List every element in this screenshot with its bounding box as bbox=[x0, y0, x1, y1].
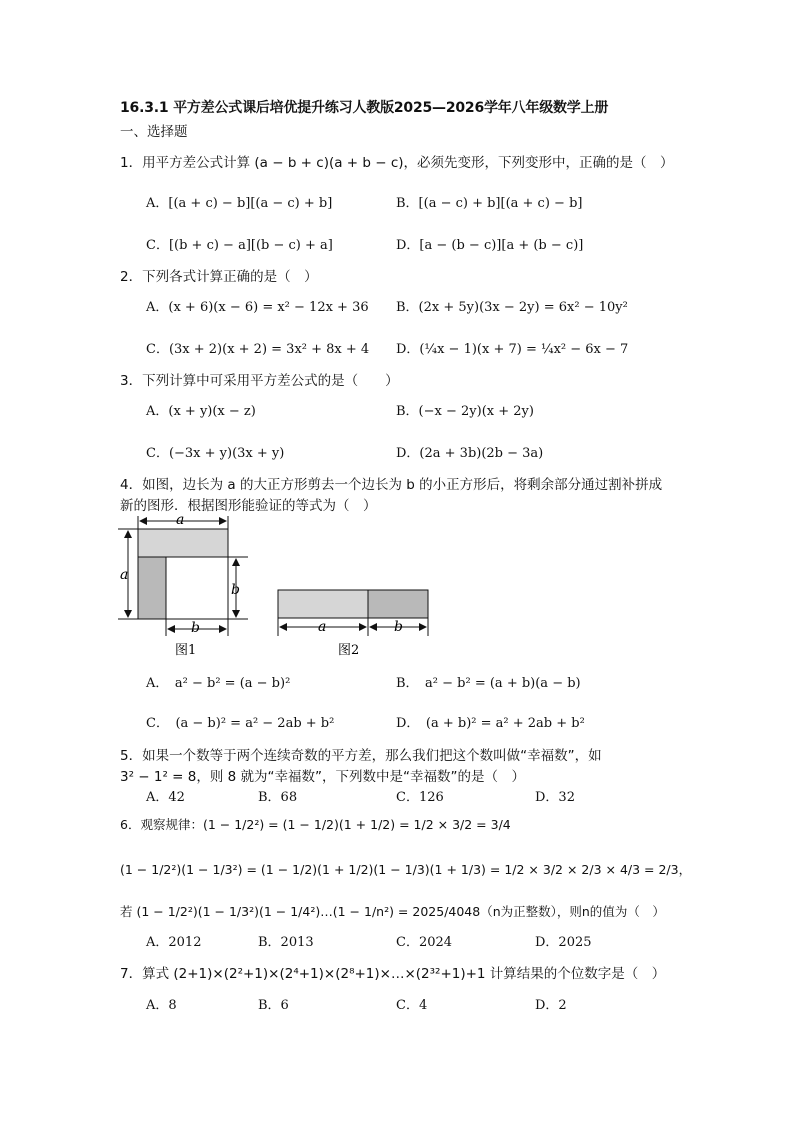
question-5-option-a: A．42 bbox=[146, 790, 185, 805]
question-1-stem: 1．用平方差公式计算 (a − b + c)(a + b − c)，必须先变形，下列变形中，正确的是（ ） bbox=[120, 155, 674, 171]
question-2-option-a: A．(x + 6)(x − 6) = x² − 12x + 36 bbox=[146, 300, 369, 315]
question-1-option-d: D．[a − (b − c)][a + (b − c)] bbox=[396, 238, 584, 253]
question-4-figure bbox=[118, 508, 438, 668]
question-5-stem-line-2: 3² − 1² = 8，则 8 就为“幸福数”，下列数中是“幸福数”的是（ ） bbox=[120, 769, 526, 785]
fig2-caption: 图2 bbox=[338, 643, 360, 658]
question-7-option-c: C．4 bbox=[396, 998, 428, 1013]
question-7-stem: 7．算式 (2+1)×(2²+1)×(2⁴+1)×(2⁸+1)×…×(2³²+1)+1 计算结果的个位数字是（ ） bbox=[120, 966, 666, 982]
fig1-removed-square bbox=[166, 557, 228, 619]
question-2-option-d: D．(¼x − 1)(x + 7) = ¼x² − 6x − 7 bbox=[396, 342, 629, 357]
question-3-option-a: A．(x + y)(x − z) bbox=[146, 404, 256, 419]
question-3-stem: 3．下列计算中可采用平方差公式的是（ ） bbox=[120, 373, 399, 389]
fig2-small-part bbox=[368, 590, 428, 618]
question-6-line-2: (1 − 1/2²)(1 − 1/3²) = (1 − 1/2)(1 + 1/2)(1 − 1/3)(1 + 1/3) = 1/2 × 3/2 × 2/3 × 4/3 = 2/3， bbox=[120, 862, 692, 877]
page-title: 16.3.1 平方差公式课后培优提升练习人教版2025—2026学年八年级数学上册 bbox=[120, 100, 609, 116]
fig1-label-a-left: a bbox=[120, 567, 129, 583]
fig1-label-a-top: a bbox=[176, 512, 185, 528]
question-1-option-b: B．[(a − c) + b][(a + c) − b] bbox=[396, 196, 583, 211]
question-2-stem: 2．下列各式计算正确的是（ ） bbox=[120, 269, 318, 285]
question-5-option-d: D．32 bbox=[535, 790, 575, 805]
question-2-option-b: B．(2x + 5y)(3x − 2y) = 6x² − 10y² bbox=[396, 300, 628, 315]
question-7-option-d: D．2 bbox=[535, 998, 567, 1013]
question-4-option-c: C． (a − b)² = a² − 2ab + b² bbox=[146, 716, 335, 731]
question-6-line-1: 6．观察规律：(1 − 1/2²) = (1 − 1/2)(1 + 1/2) = 1/2 × 3/2 = 3/4 bbox=[120, 817, 511, 832]
question-4-option-d: D． (a + b)² = a² + 2ab + b² bbox=[396, 716, 585, 731]
fig1-top-strip bbox=[138, 529, 228, 557]
question-6-option-d: D．2025 bbox=[535, 935, 592, 950]
question-4-stem-line-1: 4．如图，边长为 a 的大正方形剪去一个边长为 b 的小正方形后，将剩余部分通过割补拼成 bbox=[120, 477, 663, 493]
fig2-large-part bbox=[278, 590, 368, 618]
question-7-option-b: B．6 bbox=[258, 998, 289, 1013]
question-6-option-c: C．2024 bbox=[396, 935, 453, 950]
fig1-label-b-bottom: b bbox=[191, 620, 200, 636]
question-3-option-b: B．(−x − 2y)(x + 2y) bbox=[396, 404, 534, 419]
question-6-option-b: B．2013 bbox=[258, 935, 314, 950]
question-3-option-c: C．(−3x + y)(3x + y) bbox=[146, 446, 285, 461]
question-3-option-d: D．(2a + 3b)(2b − 3a) bbox=[396, 446, 544, 461]
question-7-option-a: A．8 bbox=[146, 998, 177, 1013]
question-5-option-c: C．126 bbox=[396, 790, 444, 805]
fig1-left-strip bbox=[138, 557, 166, 619]
question-6-line-3: 若 (1 − 1/2²)(1 − 1/3²)(1 − 1/4²)…(1 − 1/n²) = 2025/4048（n为正整数），则n的值为（ ） bbox=[120, 904, 665, 919]
question-6-option-a: A．2012 bbox=[146, 935, 202, 950]
question-4-stem-line-2: 新的图形．根据图形能验证的等式为（ ） bbox=[120, 498, 377, 514]
question-5-stem-line-1: 5．如果一个数等于两个连续奇数的平方差，那么我们把这个数叫做“幸福数”，如 bbox=[120, 748, 602, 764]
fig1-label-b-right: b bbox=[231, 582, 240, 598]
fig1-caption: 图1 bbox=[175, 643, 197, 658]
question-2-option-c: C．(3x + 2)(x + 2) = 3x² + 8x + 4 bbox=[146, 342, 370, 357]
question-1-option-a: A．[(a + c) − b][(a − c) + b] bbox=[146, 196, 333, 211]
question-4-option-b: B． a² − b² = (a + b)(a − b) bbox=[396, 676, 581, 691]
fig2-label-a: a bbox=[318, 619, 327, 635]
question-1-option-c: C．[(b + c) − a][(b − c) + a] bbox=[146, 238, 333, 253]
question-5-option-b: B．68 bbox=[258, 790, 298, 805]
question-4-option-a: A． a² − b² = (a − b)² bbox=[146, 676, 291, 691]
fig2-label-b: b bbox=[394, 619, 403, 635]
section-heading: 一、选择题 bbox=[120, 124, 188, 140]
